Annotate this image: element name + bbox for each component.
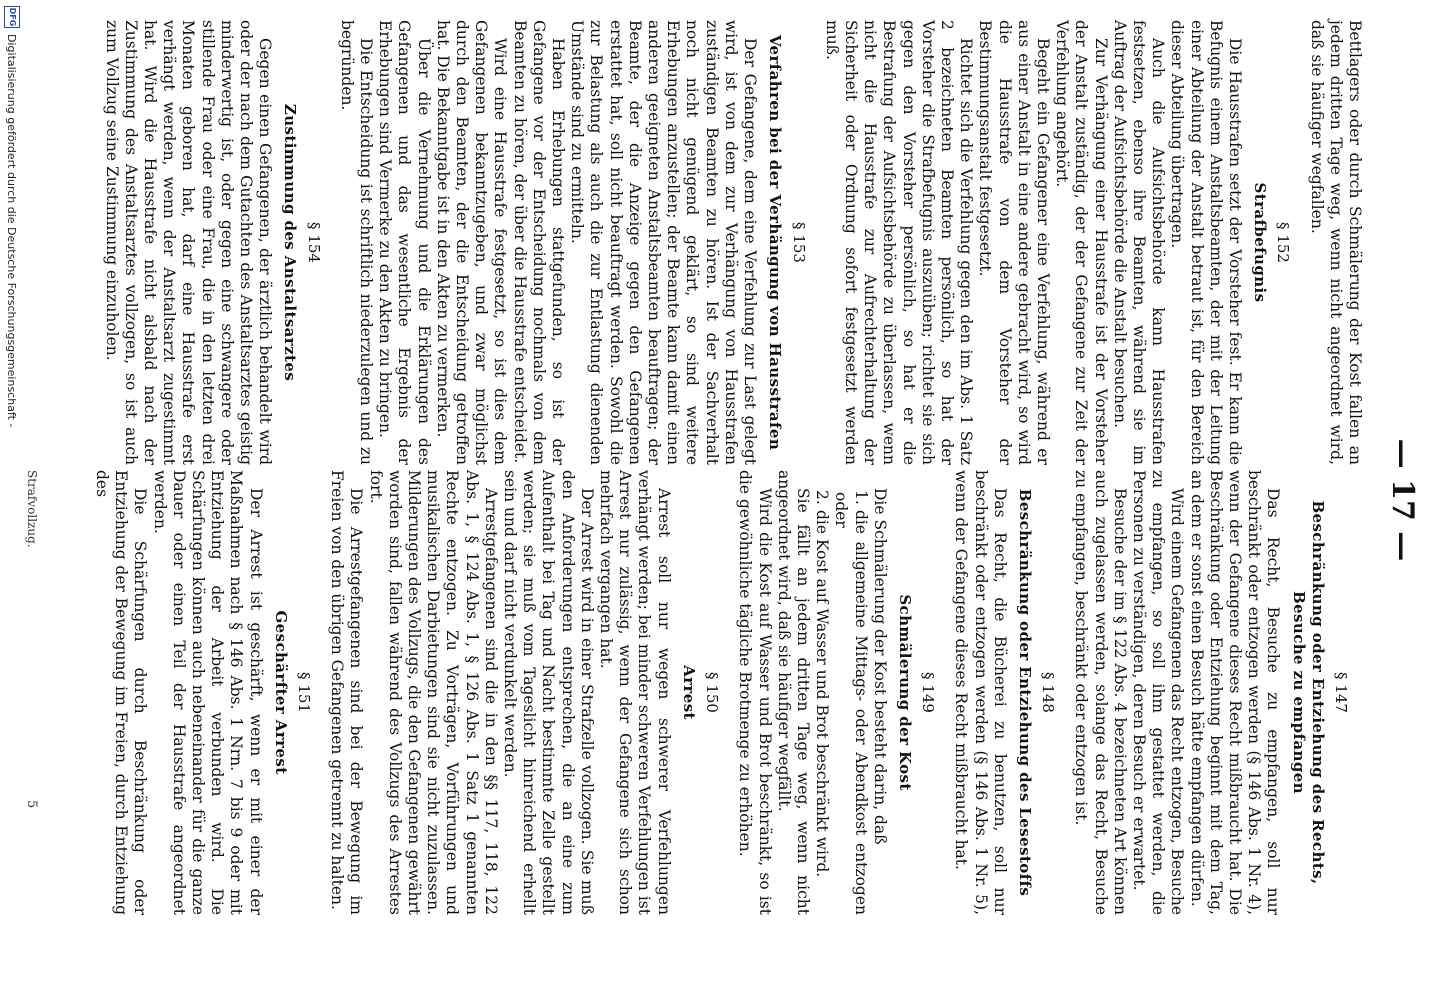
section-152-para-2: Auch die Aufsichtsbehörde kann Hausstrafen festsetzen, ebenso ihre Beamten, während sie im Auftrag der Aufsichtsbehörde die Anstalt besuchen. [1110, 20, 1168, 465]
section-150-number: § 150 [703, 672, 722, 713]
section-152-para-1: Die Hausstrafen setzt der Vorsteher fest. Er kann die Befugnis einem Anstaltsbeamten, der mit der Leitung einer Abteilung der Anstalt betraut ist, für den Bereich dieser Abteilung übertragen. [1168, 20, 1244, 465]
section-153-title: Verfahren bei der Verhängung von Hausstrafen [766, 34, 785, 451]
section-153-para-1: Der Gefangene, dem eine Verfehlung zur Last gelegt wird, ist von dem zur Verhängung von Hausstrafen zuständigen Beamten zu hören. Ist der Sachverhalt noch nicht genügend geklärt, so sind weitere Erhebungen anzustellen; der Beamte kann damit einen anderen geeigneten Anstaltsbeamten beauftragen; der Beamte, der die Anzeige gegen den Gefangenen erstattet hat, soll nicht beauftragt werden. Sowohl die zur Belastung als auch die zur Entlastung dienenden Umstände sind zu ermitteln. [568, 20, 760, 465]
section-152-para-3: Zur Verhängung einer Hausstrafe ist der Vorsteher der Anstalt zuständig, der der Gefangene zur Zeit der Verfehlung angehört. [1053, 20, 1110, 465]
dfg-logo-icon: DFG [4, 6, 20, 28]
right-column [101, 20, 1364, 465]
section-149-item-1 [831, 470, 869, 915]
carry-over-text: Bettlagers oder durch Schmälerung der Kost fallen an jedem dritten Tage weg, wenn nicht angeordnet wird, daß sie häufiger wegfallen. [1307, 20, 1364, 465]
page-number: — 17 — [1385, 438, 1420, 562]
section-149-para-1: Sie fällt an jedem dritten Tage weg, wenn nicht angeordnet wird, daß sie häufiger wegfällt. [774, 470, 812, 915]
section-154-para-1: Gegen einen Gefangenen, der ärztlich behandelt wird oder der nach dem Gutachten des Anstaltsarztes geistig minderwertig ist, oder gegen eine schwangere oder stillende Frau oder eine Frau, die in den letzten drei Monaten geboren hat, darf eine Hausstrafe erst verhängt werden, wenn der Anstaltsarzt zugestimmt hat. Wird die Hausstrafe nicht alsbald nach der Zustimmung des Anstaltsarztes vollzogen, so ist auch zum Vollzug seine Zustimmung einzuholen. [102, 20, 275, 465]
section-153-para-3: Wird eine Hausstrafe festgesetzt, so ist dies dem Gefangenen bekanntzugeben, und zwar möglichst durch den Beamten, der die Entscheidung getroffen hat. Die Bekanntgabe ist in den Akten zu vermerken. [433, 20, 510, 465]
section-152-para-5: Richtet sich die Verfehlung gegen den im Abs. 1 Satz 2 bezeichneten Beamten persönlich, so hat der Vorsteher die Strafbefugnis auszuüben; richtet sie sich gegen den Vorsteher persönlich, so hat er die Bestrafung der Aufsichtsbehörde zu überlassen, wenn nicht die Hausstrafe zur Aufrechterhaltung der Sicherheit oder Ordnung sofort festgesetzt werden muß. [822, 20, 976, 465]
section-147-para-2: Wird einem Gefangenen das Recht entzogen, Besuche zu empfangen, so soll ihm gestattet werden, die Personen zu verständigen, deren Besuch er erwartet. [1129, 470, 1187, 915]
section-150-para-1: Arrest soll nur wegen schwerer Verfehlungen verhängt werden; bei minder schweren Verfehlungen ist Arrest nur zulässig, wenn der Gefangene sich schon mehrfach vergangen hat. [597, 470, 673, 915]
section-153-para-2: Haben Erhebungen stattgefunden, so ist der Gefangene vor der Entscheidung nochmals von dem Beamten zu hören, der über die Hausstrafe entscheidet. [510, 20, 568, 465]
list-number: 1. [851, 490, 870, 505]
digitization-credit: Digitalisierung gefördert durch die Deutsche Forschungsgemeinschaft - [5, 34, 19, 428]
section-151-para-2: Die Schärfungen durch Beschränkung oder Entziehung der Bewegung im Freien, durch Entziehung des [93, 470, 150, 915]
left-column [92, 470, 1364, 915]
list-text: die Kost auf Wasser und Brot beschränkt wird. [813, 510, 832, 878]
section-153-para-4: Über die Vernehmung und die Erklärungen des Gefangenen und das wesentliche Ergebnis der Erhebungen sind Vermerke zu den Akten zu bringen. [376, 20, 433, 465]
section-149-item-2 [812, 470, 831, 915]
digitization-footer [0, 0, 24, 1000]
section-148-number: § 148 [1039, 672, 1058, 713]
section-153-para-5: Die Entscheidung ist schriftlich niederzulegen und zu begründen. [337, 20, 376, 465]
section-151-number: § 151 [295, 672, 314, 713]
section-152-title: Strafbefugnis [1251, 182, 1270, 303]
section-147-para-3: Besuche der im § 122 Abs. 4 bezeichneten Art können auch zugelassen werden, solange das Recht, Besuche zu empfangen, beschränkt oder entzogen ist. [1072, 470, 1129, 915]
section-150-title: Arrest [679, 665, 698, 720]
section-153-number: § 153 [789, 222, 808, 263]
section-154-number: § 154 [304, 222, 323, 263]
section-147-para-1: Das Recht, Besuche zu empfangen, soll nur beschränkt oder entzogen werden (§ 146 Abs. 1 Nr. 4), wenn der Gefangene dieses Recht mißbraucht hat. Die Beschränkung oder Entziehung beginnt mit dem Tag, an dem er sonst einen Besuch hätte empfangen dürfen. [1187, 470, 1283, 915]
list-number: 2. [813, 490, 832, 505]
signature-mark: 5 [24, 800, 39, 809]
section-151-title: Geschärfter Arrest [271, 610, 290, 775]
section-149-intro: Die Schmälerung der Kost besteht darin, daß [870, 488, 889, 845]
section-148-para-1: Das Recht, die Bücherei zu benutzen, soll nur beschränkt oder entzogen werden (§ 146 Abs. 1 Nr. 5), wenn der Gefangene dieses Recht mißbraucht hat. [952, 470, 1009, 915]
section-149-title: Schmälerung der Kost [895, 594, 914, 791]
list-text: die allgemeine Mittags- oder Abendkost entzogen oder [832, 492, 870, 915]
section-150-para-3: Arrestgefangenen sind die in den §§ 117, 118, 122 Abs. 1, § 124 Abs. 1, § 126 Abs. 1 Satz 1 genannten Rechte entzogen. Zu Vorträgen, Vorführungen und musikalischen Darbietungen sind sie nicht zuzulassen. Milderungen des Vollzugs, die den Gefangenen gewährt worden sind, fallen während des Vollzugs des Arrestes fort. [366, 470, 500, 915]
section-151-para-1: Der Arrest ist geschärft, wenn er mit einer der Maßnahmen nach § 146 Abs. 1 Nrn. 7 bis 9 oder mit Entziehung der Arbeit verbunden wird. Die Schärfungen können auch nebeneinander für die ganze Dauer oder einen Teil der Hausstrafe angeordnet werden. [150, 470, 265, 915]
section-154-title: Zustimmung des Anstaltsarztes [281, 103, 300, 382]
section-150-para-2: Der Arrest wird in einer Strafzelle vollzogen. Sie muß den Anforderungen entsprechen, die an eine zum Aufenthalt bei Tag und Nacht bestimmte Zelle gestellt werden; sie muß vom Tageslicht hinreichend erhellt sein und darf nicht verdunkelt werden. [501, 470, 596, 915]
section-149-number: § 149 [919, 672, 938, 713]
footer-note-strafvollzug: Strafvollzug. [25, 470, 39, 548]
section-147-title: Beschränkung oder Entziehung des Rechts, Besuche zu empfangen [1289, 500, 1327, 885]
section-152-number: § 152 [1274, 222, 1293, 263]
section-148-title: Beschränkung oder Entziehung des Lesestoffs [1015, 488, 1034, 897]
section-152-para-4: Begeht ein Gefangener eine Verfehlung, während er aus einer Anstalt in eine andere gebracht wird, so wird die Hausstrafe von dem Vorsteher der Bestimmungsanstalt festgesetzt. [976, 20, 1052, 465]
section-150-para-4: Die Arrestgefangenen sind bei der Bewegung im Freien von den übrigen Gefangenen getrennt zu halten. [328, 470, 366, 915]
section-149-para-2: Wird die Kost auf Wasser und Brot beschränkt, so ist die gewöhnliche tägliche Brotmenge zu erhöhen. [736, 470, 774, 915]
section-147-number: § 147 [1332, 672, 1350, 713]
